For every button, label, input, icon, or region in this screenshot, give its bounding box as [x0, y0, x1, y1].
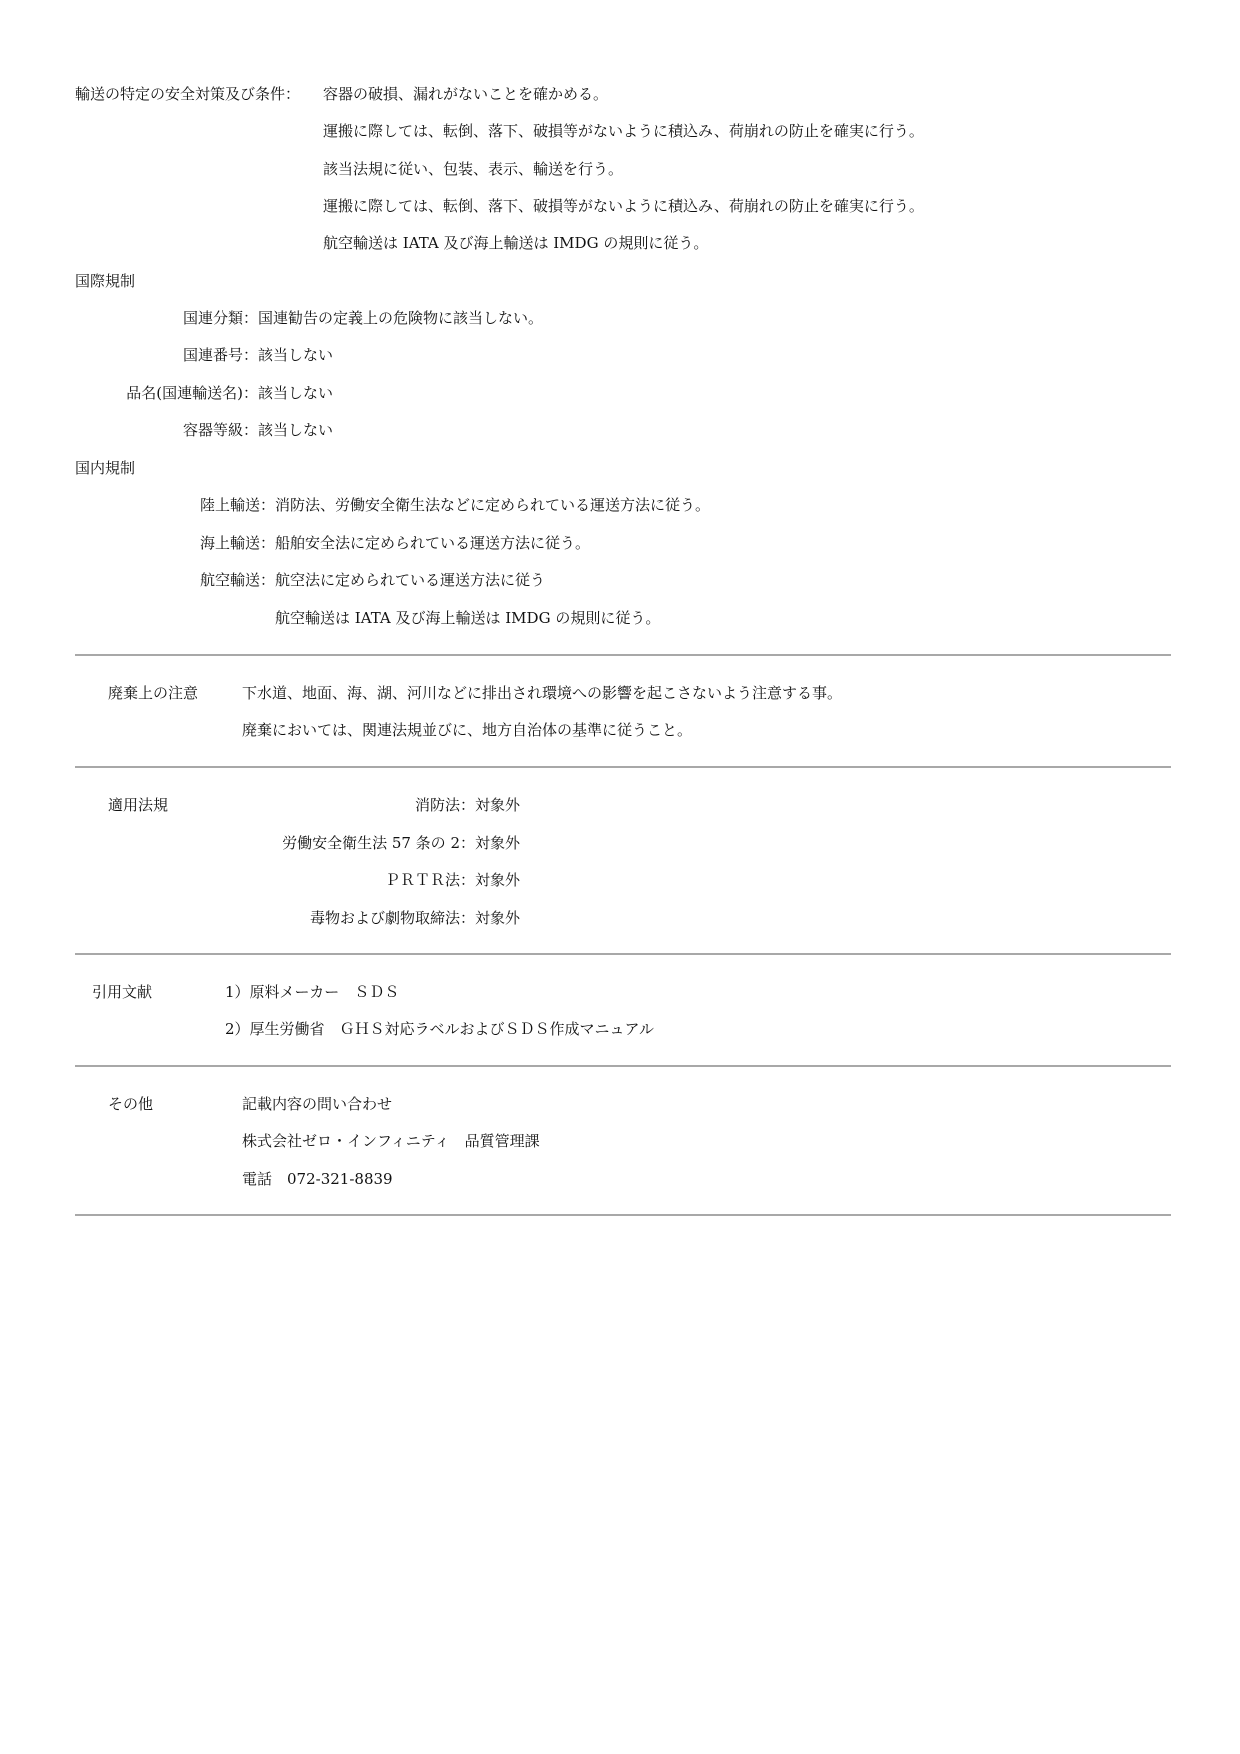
- section-divider: [75, 1065, 1171, 1067]
- un-class-label: 国連分類：: [182, 309, 258, 327]
- reference-2: 2）厚生労働省 ＧＨＳ対応ラベルおよびＳＤＳ作成マニュアル: [225, 1020, 654, 1038]
- prtr-law-label: ＰＲＴＲ法：: [384, 871, 475, 889]
- other-heading: その他: [108, 1095, 154, 1113]
- regulations-heading: 適用法規: [108, 796, 169, 814]
- disposal-line-1: 下水道、地面、海、湖、河川などに排出され環境への影響を起こさないよう注意する事。: [242, 684, 843, 702]
- labor-law-value: 対象外: [475, 834, 521, 852]
- land-transport-value: 消防法、労働安全衛生法などに定められている運送方法に従う。: [275, 496, 711, 514]
- domestic-heading: 国内規制: [75, 459, 136, 477]
- poison-law-label: 毒物および劇物取締法：: [309, 909, 475, 927]
- section-divider: [75, 1214, 1171, 1216]
- reference-1: 1）原料メーカー ＳＤＳ: [225, 983, 400, 1001]
- un-shipping-name-value: 該当しない: [258, 384, 334, 402]
- sea-transport-value: 船舶安全法に定められている運送方法に従う。: [275, 534, 591, 552]
- phone-number: 電話 072-321-8839: [242, 1170, 393, 1188]
- un-shipping-name-label: 品名(国連輸送名)：: [126, 384, 258, 402]
- transport-line-2: 運搬に際しては、転倒、落下、破損等がないように積込み、荷崩れの防止を確実に行う。: [323, 122, 924, 140]
- fire-law-label: 消防法：: [414, 796, 475, 814]
- disposal-heading: 廃棄上の注意: [108, 684, 199, 702]
- packing-group-value: 該当しない: [258, 421, 334, 439]
- transport-line-3: 該当法規に従い、包装、表示、輸送を行う。: [323, 160, 624, 178]
- section-divider: [75, 766, 1171, 768]
- section-divider: [75, 953, 1171, 955]
- labor-law-label: 労働安全衛生法 57 条の 2：: [282, 834, 475, 852]
- sea-transport-label: 海上輸送：: [199, 534, 275, 552]
- un-number-label: 国連番号：: [182, 346, 258, 364]
- transport-conditions-label: 輸送の特定の安全対策及び条件：: [75, 85, 301, 103]
- references-heading: 引用文献: [92, 983, 153, 1001]
- domestic-extra-note: 航空輸送は IATA 及び海上輸送は IMDG の規則に従う。: [275, 609, 661, 627]
- transport-line-4: 運搬に際しては、転倒、落下、破損等がないように積込み、荷崩れの防止を確実に行う。: [323, 197, 924, 215]
- un-number-value: 該当しない: [258, 346, 334, 364]
- un-class-value: 国連勧告の定義上の危険物に該当しない。: [258, 309, 544, 327]
- fire-law-value: 対象外: [475, 796, 521, 814]
- company-name: 株式会社ゼロ・インフィニティ 品質管理課: [242, 1132, 540, 1150]
- prtr-law-value: 対象外: [475, 871, 521, 889]
- transport-line-5: 航空輸送は IATA 及び海上輸送は IMDG の規則に従う。: [323, 234, 709, 252]
- land-transport-label: 陸上輸送：: [199, 496, 275, 514]
- packing-group-label: 容器等級：: [182, 421, 258, 439]
- contact-title: 記載内容の問い合わせ: [242, 1095, 393, 1113]
- transport-line-1: 容器の破損、漏れがないことを確かめる。: [323, 85, 609, 103]
- poison-law-value: 対象外: [475, 909, 521, 927]
- international-heading: 国際規制: [75, 272, 136, 290]
- disposal-line-2: 廃棄においては、関連法規並びに、地方自治体の基準に従うこと。: [242, 721, 693, 739]
- air-transport-value: 航空法に定められている運送方法に従う: [275, 571, 546, 589]
- section-divider: [75, 654, 1171, 656]
- air-transport-label: 航空輸送：: [199, 571, 275, 589]
